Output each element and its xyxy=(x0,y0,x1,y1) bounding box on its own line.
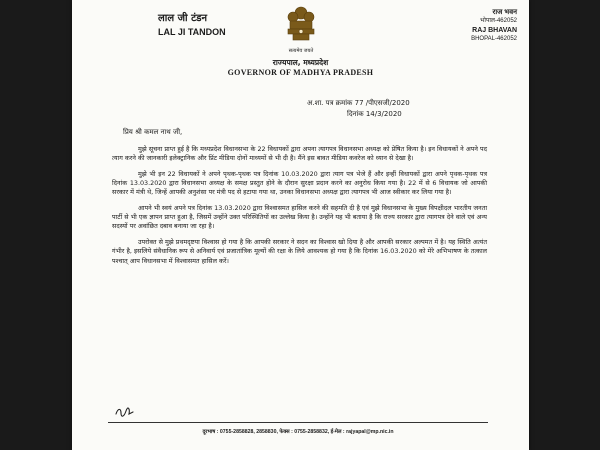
letter-number: अ.शा. पत्र क्रमांक 77 /पीएसजी/2020 xyxy=(307,99,410,107)
bhopal-hindi: भोपाल-462052 xyxy=(480,18,517,24)
raj-bhavan-english: RAJ BHAVAN xyxy=(472,27,517,34)
paragraph-2: मुझे भी इन 22 विधायकों ने अपने पृथक-पृथक पत्र दिनांक 10.03.2020 द्वारा त्याग पत्र भेजे हैं और इन्हीं विधायकों द्वारा अपने पृथक-पृथक पत्र दिनांक 13.03.2020 द्वारा विधानसभा अध्यक्ष के समक्ष प्रस्तुत होने के दौरान सुरक्षा प्रदान करने का अनुरोध किया गया है। 22 में से 6 विधायक जो आपकी सरकार में मंत्री थे, जिन्हें आपकी अनुशंसा पर मंत्री पद से हटाया गया था, उनका विधानसभा अध्यक्ष द्वारा त्यागपत्र भी आज स्वीकार कर लिया गया है। xyxy=(112,169,487,197)
raj-bhavan-hindi: राज भवन xyxy=(492,9,517,16)
salutation: प्रिय श्री कमल नाथ जी, xyxy=(123,128,183,136)
national-emblem-icon xyxy=(284,4,318,48)
letter-date: दिनांक 14/3/2020 xyxy=(347,110,402,118)
reference-block xyxy=(307,98,410,120)
paragraph-1: मुझे सूचना प्राप्त हुई है कि मध्यप्रदेश विधानसभा के 22 विधायकों द्वारा अपना त्यागपत्र विधानसभा अध्यक्ष को प्रेषित किया है। इन विधायकों ने अपने पद त्याग करने की जानकारी इलेक्ट्रानिक और प्रिंट मीडिया दोनों माध्यमों से भी दी है। मैंने इस बावत मीडिया कवरेज को ध्यान से देखा है। xyxy=(112,145,487,163)
letter-page xyxy=(72,0,529,450)
sender-name-english: LAL JI TANDON xyxy=(158,27,226,37)
office-address xyxy=(471,8,517,44)
paragraph-3: आपने भी स्वयं अपने पत्र दिनांक 13.03.2020 द्वारा विश्वासमत हासिल करने की सहमति दी है एवं मुझे विधानसभा के मुख्य विपक्षीदल भारतीय जनता पार्टी से भी एक ज्ञापन प्राप्त हुआ है, जिसमें उन्होंने उक्त परिस्थितियों का उल्लेख किया है। उन्होंने यह भी बताया है कि राज्य सरकार द्वारा त्यागपत्र देने वाले एवं अन्य सदस्यों पर अवांछित दबाव बनाया जा रहा है। xyxy=(112,204,487,231)
footer-contact: दूरभाष : 0755-2858828, 2858830, फेक्स : 0755-2858832, ई-मेल : rajyapal@mp.nic.in xyxy=(202,429,394,435)
governor-title-english: GOVERNOR OF MADHYA PRADESH xyxy=(227,68,374,77)
governor-title-hindi: राज्यपाल, मध्यप्रदेश xyxy=(272,58,329,67)
footer-divider xyxy=(108,422,488,423)
signature-icon xyxy=(114,405,136,419)
bhopal-english: BHOPAL-462052 xyxy=(471,36,517,42)
letter-body xyxy=(112,145,487,272)
emblem-caption: सत्यमेव जयते xyxy=(288,48,314,54)
paragraph-4: उपरोक्त से मुझे प्रथमदृष्टया विश्वास हो गया है कि आपकी सरकार ने सदन का विश्वास खो दिया है और आपकी सरकार अल्पमत में है। यह स्थिति अत्यंत गंभीर है, इसलिये संवैधानिक रूप से अनिवार्य एवं प्रजातांत्रिक मूल्यों की रक्षा के लिये आवश्यक हो गया है कि दिनांक 16.03.2020 को मेरे अभिभाषण के तत्काल पश्चात् आप विधानसभा में विश्वासमत हासिल करें। xyxy=(112,238,487,265)
sender-name-block xyxy=(158,10,226,37)
sender-name-hindi: लाल जी टंडन xyxy=(158,13,208,24)
